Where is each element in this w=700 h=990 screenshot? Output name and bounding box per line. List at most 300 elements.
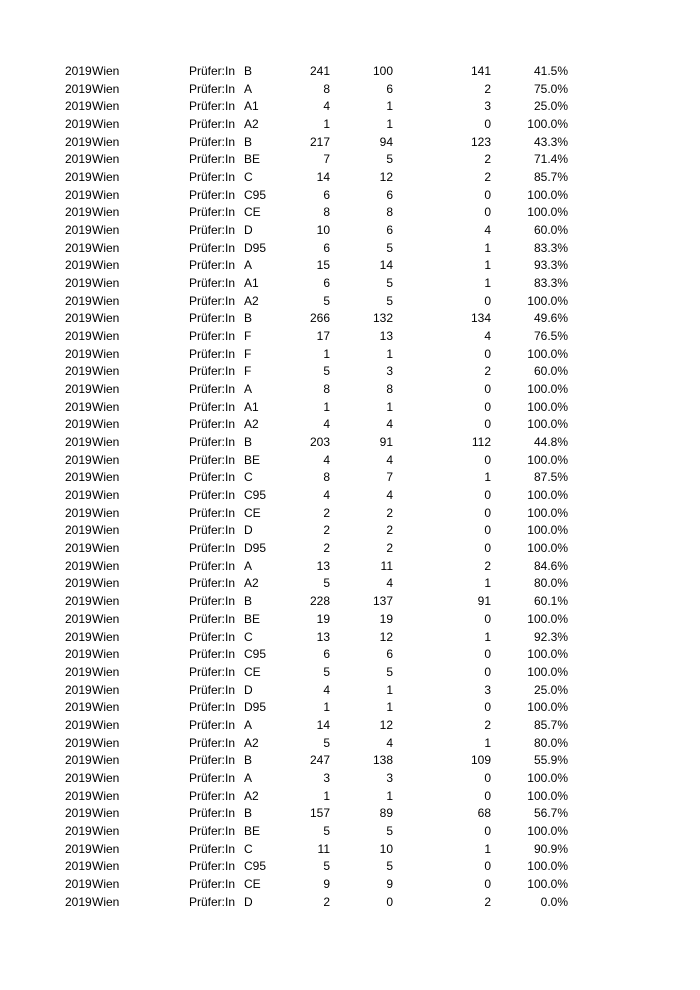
failed-count-cell: 2 [484, 170, 491, 185]
license-class-cell: A [244, 717, 253, 732]
passed-count-cell: 6 [386, 647, 393, 662]
year-cell: 2019 [65, 753, 92, 768]
passed-count-cell: 5 [386, 293, 393, 308]
table-row [0, 169, 700, 187]
total-count-cell: 1 [323, 399, 330, 414]
license-class-cell: D95 [244, 240, 267, 255]
role-cell: Prüfer:In [189, 576, 236, 591]
role-cell: Prüfer:In [189, 647, 236, 662]
total-count-cell: 9 [323, 876, 330, 891]
location-cell: Wien [92, 753, 120, 768]
year-cell: 2019 [65, 382, 92, 397]
table-row [0, 894, 700, 912]
pass-rate-cell: 83.3% [533, 240, 568, 255]
passed-count-cell: 94 [379, 134, 393, 149]
table-row [0, 717, 700, 735]
role-cell: Prüfer:In [189, 117, 236, 132]
license-class-cell: D [244, 894, 253, 909]
license-class-cell: CE [244, 505, 261, 520]
location-cell: Wien [92, 170, 120, 185]
location-cell: Wien [92, 682, 120, 697]
year-cell: 2019 [65, 346, 92, 361]
failed-count-cell: 3 [484, 99, 491, 114]
table-row [0, 222, 700, 240]
role-cell: Prüfer:In [189, 329, 236, 344]
role-cell: Prüfer:In [189, 382, 236, 397]
failed-count-cell: 4 [484, 329, 491, 344]
license-class-cell: C [244, 841, 253, 856]
license-class-cell: B [244, 311, 253, 326]
table-row [0, 805, 700, 823]
location-cell: Wien [92, 152, 120, 167]
role-cell: Prüfer:In [189, 311, 236, 326]
total-count-cell: 4 [323, 452, 330, 467]
license-class-cell: C95 [244, 187, 267, 202]
license-class-cell: BE [244, 452, 261, 467]
year-cell: 2019 [65, 735, 92, 750]
failed-count-cell: 3 [484, 682, 491, 697]
table-row [0, 876, 700, 894]
pass-rate-cell: 100.0% [527, 488, 568, 503]
role-cell: Prüfer:In [189, 223, 236, 238]
location-cell: Wien [92, 770, 120, 785]
location-cell: Wien [92, 364, 120, 379]
year-cell: 2019 [65, 117, 92, 132]
table-row [0, 646, 700, 664]
license-class-cell: C [244, 170, 253, 185]
total-count-cell: 11 [317, 841, 330, 856]
pass-rate-cell: 100.0% [527, 823, 568, 838]
passed-count-cell: 8 [386, 382, 393, 397]
total-count-cell: 217 [309, 134, 330, 149]
table-row [0, 593, 700, 611]
passed-count-cell: 6 [386, 187, 393, 202]
passed-count-cell: 4 [386, 417, 393, 432]
role-cell: Prüfer:In [189, 187, 236, 202]
failed-count-cell: 1 [484, 735, 491, 750]
passed-count-cell: 8 [386, 205, 393, 220]
total-count-cell: 2 [323, 523, 330, 538]
table-row [0, 752, 700, 770]
license-class-cell: C [244, 629, 253, 644]
role-cell: Prüfer:In [189, 399, 236, 414]
table-row [0, 823, 700, 841]
role-cell: Prüfer:In [189, 664, 236, 679]
license-class-cell: CE [244, 664, 261, 679]
total-count-cell: 5 [323, 859, 330, 874]
year-cell: 2019 [65, 99, 92, 114]
passed-count-cell: 1 [386, 700, 393, 715]
failed-count-cell: 0 [484, 823, 491, 838]
total-count-cell: 4 [323, 99, 330, 114]
year-cell: 2019 [65, 823, 92, 838]
passed-count-cell: 7 [386, 470, 393, 485]
location-cell: Wien [92, 399, 120, 414]
location-cell: Wien [92, 806, 120, 821]
total-count-cell: 266 [309, 311, 330, 326]
passed-count-cell: 1 [386, 99, 393, 114]
failed-count-cell: 1 [484, 470, 491, 485]
license-class-cell: A1 [244, 399, 259, 414]
table-row [0, 81, 700, 99]
pass-rate-cell: 85.7% [533, 170, 568, 185]
pass-rate-cell: 100.0% [527, 399, 568, 414]
total-count-cell: 228 [309, 594, 330, 609]
failed-count-cell: 109 [470, 753, 491, 768]
failed-count-cell: 0 [484, 876, 491, 891]
failed-count-cell: 0 [484, 293, 491, 308]
passed-count-cell: 4 [386, 452, 393, 467]
role-cell: Prüfer:In [189, 81, 236, 96]
year-cell: 2019 [65, 611, 92, 626]
pass-rate-cell: 60.0% [533, 364, 568, 379]
pass-rate-cell: 76.5% [533, 329, 568, 344]
failed-count-cell: 1 [484, 629, 491, 644]
pass-rate-cell: 56.7% [533, 806, 568, 821]
role-cell: Prüfer:In [189, 170, 236, 185]
year-cell: 2019 [65, 134, 92, 149]
pass-rate-cell: 80.0% [533, 735, 568, 750]
failed-count-cell: 2 [484, 81, 491, 96]
total-count-cell: 6 [323, 276, 330, 291]
pass-rate-cell: 100.0% [527, 700, 568, 715]
location-cell: Wien [92, 611, 120, 626]
location-cell: Wien [92, 205, 120, 220]
year-cell: 2019 [65, 205, 92, 220]
pass-rate-cell: 44.8% [533, 435, 568, 450]
total-count-cell: 6 [323, 240, 330, 255]
license-class-cell: A1 [244, 276, 259, 291]
passed-count-cell: 1 [386, 399, 393, 414]
year-cell: 2019 [65, 770, 92, 785]
role-cell: Prüfer:In [189, 523, 236, 538]
year-cell: 2019 [65, 64, 92, 78]
passed-count-cell: 1 [386, 788, 393, 803]
failed-count-cell: 123 [470, 134, 491, 149]
year-cell: 2019 [65, 717, 92, 732]
year-cell: 2019 [65, 417, 92, 432]
role-cell: Prüfer:In [189, 594, 236, 609]
passed-count-cell: 91 [379, 435, 393, 450]
year-cell: 2019 [65, 364, 92, 379]
role-cell: Prüfer:In [189, 152, 236, 167]
license-class-cell: B [244, 134, 253, 149]
license-class-cell: D [244, 223, 253, 238]
year-cell: 2019 [65, 329, 92, 344]
year-cell: 2019 [65, 399, 92, 414]
pass-rate-cell: 75.0% [533, 81, 568, 96]
failed-count-cell: 0 [484, 187, 491, 202]
passed-count-cell: 12 [379, 717, 393, 732]
location-cell: Wien [92, 470, 120, 485]
total-count-cell: 13 [316, 629, 330, 644]
role-cell: Prüfer:In [189, 859, 236, 874]
total-count-cell: 5 [323, 735, 330, 750]
failed-count-cell: 0 [484, 505, 491, 520]
passed-count-cell: 12 [379, 629, 393, 644]
location-cell: Wien [92, 276, 120, 291]
location-cell: Wien [92, 435, 120, 450]
failed-count-cell: 0 [484, 859, 491, 874]
failed-count-cell: 1 [484, 258, 491, 273]
role-cell: Prüfer:In [189, 240, 236, 255]
failed-count-cell: 2 [484, 364, 491, 379]
failed-count-cell: 0 [484, 647, 491, 662]
passed-count-cell: 5 [386, 859, 393, 874]
table-row [0, 699, 700, 717]
pass-rate-cell: 83.3% [533, 276, 568, 291]
pass-rate-cell: 25.0% [533, 99, 568, 114]
table-row [0, 151, 700, 169]
failed-count-cell: 4 [484, 223, 491, 238]
pass-rate-cell: 100.0% [527, 117, 568, 132]
passed-count-cell: 3 [386, 770, 393, 785]
location-cell: Wien [92, 99, 120, 114]
role-cell: Prüfer:In [189, 134, 236, 149]
location-cell: Wien [92, 717, 120, 732]
role-cell: Prüfer:In [189, 364, 236, 379]
year-cell: 2019 [65, 788, 92, 803]
total-count-cell: 247 [309, 753, 330, 768]
license-class-cell: C95 [244, 488, 267, 503]
year-cell: 2019 [65, 629, 92, 644]
location-cell: Wien [92, 876, 120, 891]
pass-rate-cell: 85.7% [533, 717, 568, 732]
location-cell: Wien [92, 258, 120, 273]
pass-rate-cell: 100.0% [527, 187, 568, 202]
role-cell: Prüfer:In [189, 611, 236, 626]
role-cell: Prüfer:In [189, 293, 236, 308]
location-cell: Wien [92, 735, 120, 750]
total-count-cell: 241 [309, 64, 330, 78]
failed-count-cell: 1 [484, 841, 491, 856]
location-cell: Wien [92, 382, 120, 397]
table-row [0, 770, 700, 788]
table-row [0, 257, 700, 275]
license-class-cell: A2 [244, 417, 259, 432]
passed-count-cell: 100 [372, 64, 393, 78]
total-count-cell: 5 [323, 293, 330, 308]
license-class-cell: A [244, 770, 253, 785]
pass-rate-cell: 100.0% [527, 770, 568, 785]
passed-count-cell: 137 [372, 594, 393, 609]
year-cell: 2019 [65, 859, 92, 874]
location-cell: Wien [92, 452, 120, 467]
passed-count-cell: 13 [379, 329, 393, 344]
license-class-cell: B [244, 594, 253, 609]
license-class-cell: A2 [244, 735, 259, 750]
passed-count-cell: 5 [386, 240, 393, 255]
total-count-cell: 14 [316, 170, 330, 185]
passed-count-cell: 1 [386, 117, 393, 132]
location-cell: Wien [92, 311, 120, 326]
failed-count-cell: 0 [484, 523, 491, 538]
pass-rate-cell: 100.0% [527, 541, 568, 556]
table-row [0, 452, 700, 470]
license-class-cell: A1 [244, 99, 259, 114]
year-cell: 2019 [65, 293, 92, 308]
pass-rate-cell: 92.3% [533, 629, 568, 644]
license-class-cell: CE [244, 205, 261, 220]
table-row [0, 487, 700, 505]
total-count-cell: 2 [323, 541, 330, 556]
pass-rate-cell: 100.0% [527, 876, 568, 891]
role-cell: Prüfer:In [189, 823, 236, 838]
table-row [0, 346, 700, 364]
role-cell: Prüfer:In [189, 452, 236, 467]
location-cell: Wien [92, 329, 120, 344]
total-count-cell: 1 [323, 117, 330, 132]
table-row [0, 611, 700, 629]
total-count-cell: 14 [316, 717, 330, 732]
year-cell: 2019 [65, 841, 92, 856]
role-cell: Prüfer:In [189, 558, 236, 573]
pass-rate-cell: 100.0% [527, 647, 568, 662]
location-cell: Wien [92, 523, 120, 538]
pass-rate-cell: 100.0% [527, 859, 568, 874]
role-cell: Prüfer:In [189, 894, 236, 909]
role-cell: Prüfer:In [189, 806, 236, 821]
year-cell: 2019 [65, 700, 92, 715]
location-cell: Wien [92, 558, 120, 573]
failed-count-cell: 0 [484, 788, 491, 803]
total-count-cell: 4 [323, 682, 330, 697]
role-cell: Prüfer:In [189, 205, 236, 220]
passed-count-cell: 1 [386, 346, 393, 361]
role-cell: Prüfer:In [189, 417, 236, 432]
license-class-cell: C95 [244, 859, 267, 874]
total-count-cell: 7 [323, 152, 330, 167]
year-cell: 2019 [65, 152, 92, 167]
failed-count-cell: 0 [484, 611, 491, 626]
failed-count-cell: 2 [484, 894, 491, 909]
location-cell: Wien [92, 346, 120, 361]
role-cell: Prüfer:In [189, 258, 236, 273]
location-cell: Wien [92, 629, 120, 644]
license-class-cell: D [244, 523, 253, 538]
failed-count-cell: 0 [484, 700, 491, 715]
year-cell: 2019 [65, 488, 92, 503]
year-cell: 2019 [65, 258, 92, 273]
year-cell: 2019 [65, 876, 92, 891]
pass-rate-cell: 80.0% [533, 576, 568, 591]
table-row [0, 310, 700, 328]
license-class-cell: A2 [244, 117, 259, 132]
pass-rate-cell: 49.6% [533, 311, 568, 326]
total-count-cell: 15 [316, 258, 330, 273]
pass-rate-cell: 100.0% [527, 523, 568, 538]
table-row [0, 399, 700, 417]
license-class-cell: D95 [244, 700, 267, 715]
license-class-cell: F [244, 329, 252, 344]
location-cell: Wien [92, 134, 120, 149]
total-count-cell: 1 [323, 346, 330, 361]
table-row [0, 275, 700, 293]
total-count-cell: 1 [323, 788, 330, 803]
pass-rate-cell: 100.0% [527, 664, 568, 679]
pass-rate-cell: 71.4% [533, 152, 568, 167]
license-class-cell: F [244, 364, 252, 379]
year-cell: 2019 [65, 594, 92, 609]
role-cell: Prüfer:In [189, 788, 236, 803]
passed-count-cell: 5 [386, 664, 393, 679]
failed-count-cell: 0 [484, 770, 491, 785]
license-class-cell: F [244, 346, 252, 361]
table-row [0, 187, 700, 205]
location-cell: Wien [92, 64, 120, 78]
license-class-cell: CE [244, 876, 261, 891]
year-cell: 2019 [65, 170, 92, 185]
passed-count-cell: 19 [379, 611, 393, 626]
passed-count-cell: 3 [386, 364, 393, 379]
passed-count-cell: 11 [380, 558, 393, 573]
pass-rate-cell: 0.0% [540, 894, 568, 909]
pass-rate-cell: 100.0% [527, 417, 568, 432]
failed-count-cell: 2 [484, 152, 491, 167]
location-cell: Wien [92, 417, 120, 432]
pass-rate-cell: 84.6% [533, 558, 568, 573]
location-cell: Wien [92, 223, 120, 238]
total-count-cell: 3 [323, 770, 330, 785]
table-row [0, 381, 700, 399]
pass-rate-cell: 100.0% [527, 346, 568, 361]
passed-count-cell: 2 [386, 541, 393, 556]
passed-count-cell: 2 [386, 505, 393, 520]
total-count-cell: 17 [316, 329, 330, 344]
passed-count-cell: 6 [386, 81, 393, 96]
role-cell: Prüfer:In [189, 505, 236, 520]
table-row [0, 522, 700, 540]
passed-count-cell: 4 [386, 576, 393, 591]
pass-rate-cell: 60.0% [533, 223, 568, 238]
total-count-cell: 8 [323, 382, 330, 397]
role-cell: Prüfer:In [189, 841, 236, 856]
total-count-cell: 1 [323, 700, 330, 715]
total-count-cell: 19 [316, 611, 330, 626]
license-class-cell: B [244, 64, 253, 78]
year-cell: 2019 [65, 470, 92, 485]
location-cell: Wien [92, 894, 120, 909]
pass-rate-cell: 100.0% [527, 788, 568, 803]
failed-count-cell: 0 [484, 452, 491, 467]
total-count-cell: 4 [323, 488, 330, 503]
total-count-cell: 4 [323, 417, 330, 432]
table-row [0, 469, 700, 487]
table-row [0, 134, 700, 152]
role-cell: Prüfer:In [189, 717, 236, 732]
failed-count-cell: 0 [484, 117, 491, 132]
pass-rate-cell: 100.0% [527, 382, 568, 397]
year-cell: 2019 [65, 806, 92, 821]
year-cell: 2019 [65, 647, 92, 662]
failed-count-cell: 141 [470, 64, 491, 78]
total-count-cell: 8 [323, 205, 330, 220]
passed-count-cell: 0 [386, 894, 393, 909]
failed-count-cell: 1 [484, 276, 491, 291]
failed-count-cell: 91 [477, 594, 491, 609]
table-row [0, 328, 700, 346]
total-count-cell: 5 [323, 364, 330, 379]
year-cell: 2019 [65, 187, 92, 202]
location-cell: Wien [92, 823, 120, 838]
total-count-cell: 13 [316, 558, 330, 573]
pass-rate-cell: 100.0% [527, 505, 568, 520]
failed-count-cell: 0 [484, 488, 491, 503]
license-class-cell: A [244, 258, 253, 273]
license-class-cell: BE [244, 152, 261, 167]
table-row [0, 416, 700, 434]
table-row [0, 682, 700, 700]
